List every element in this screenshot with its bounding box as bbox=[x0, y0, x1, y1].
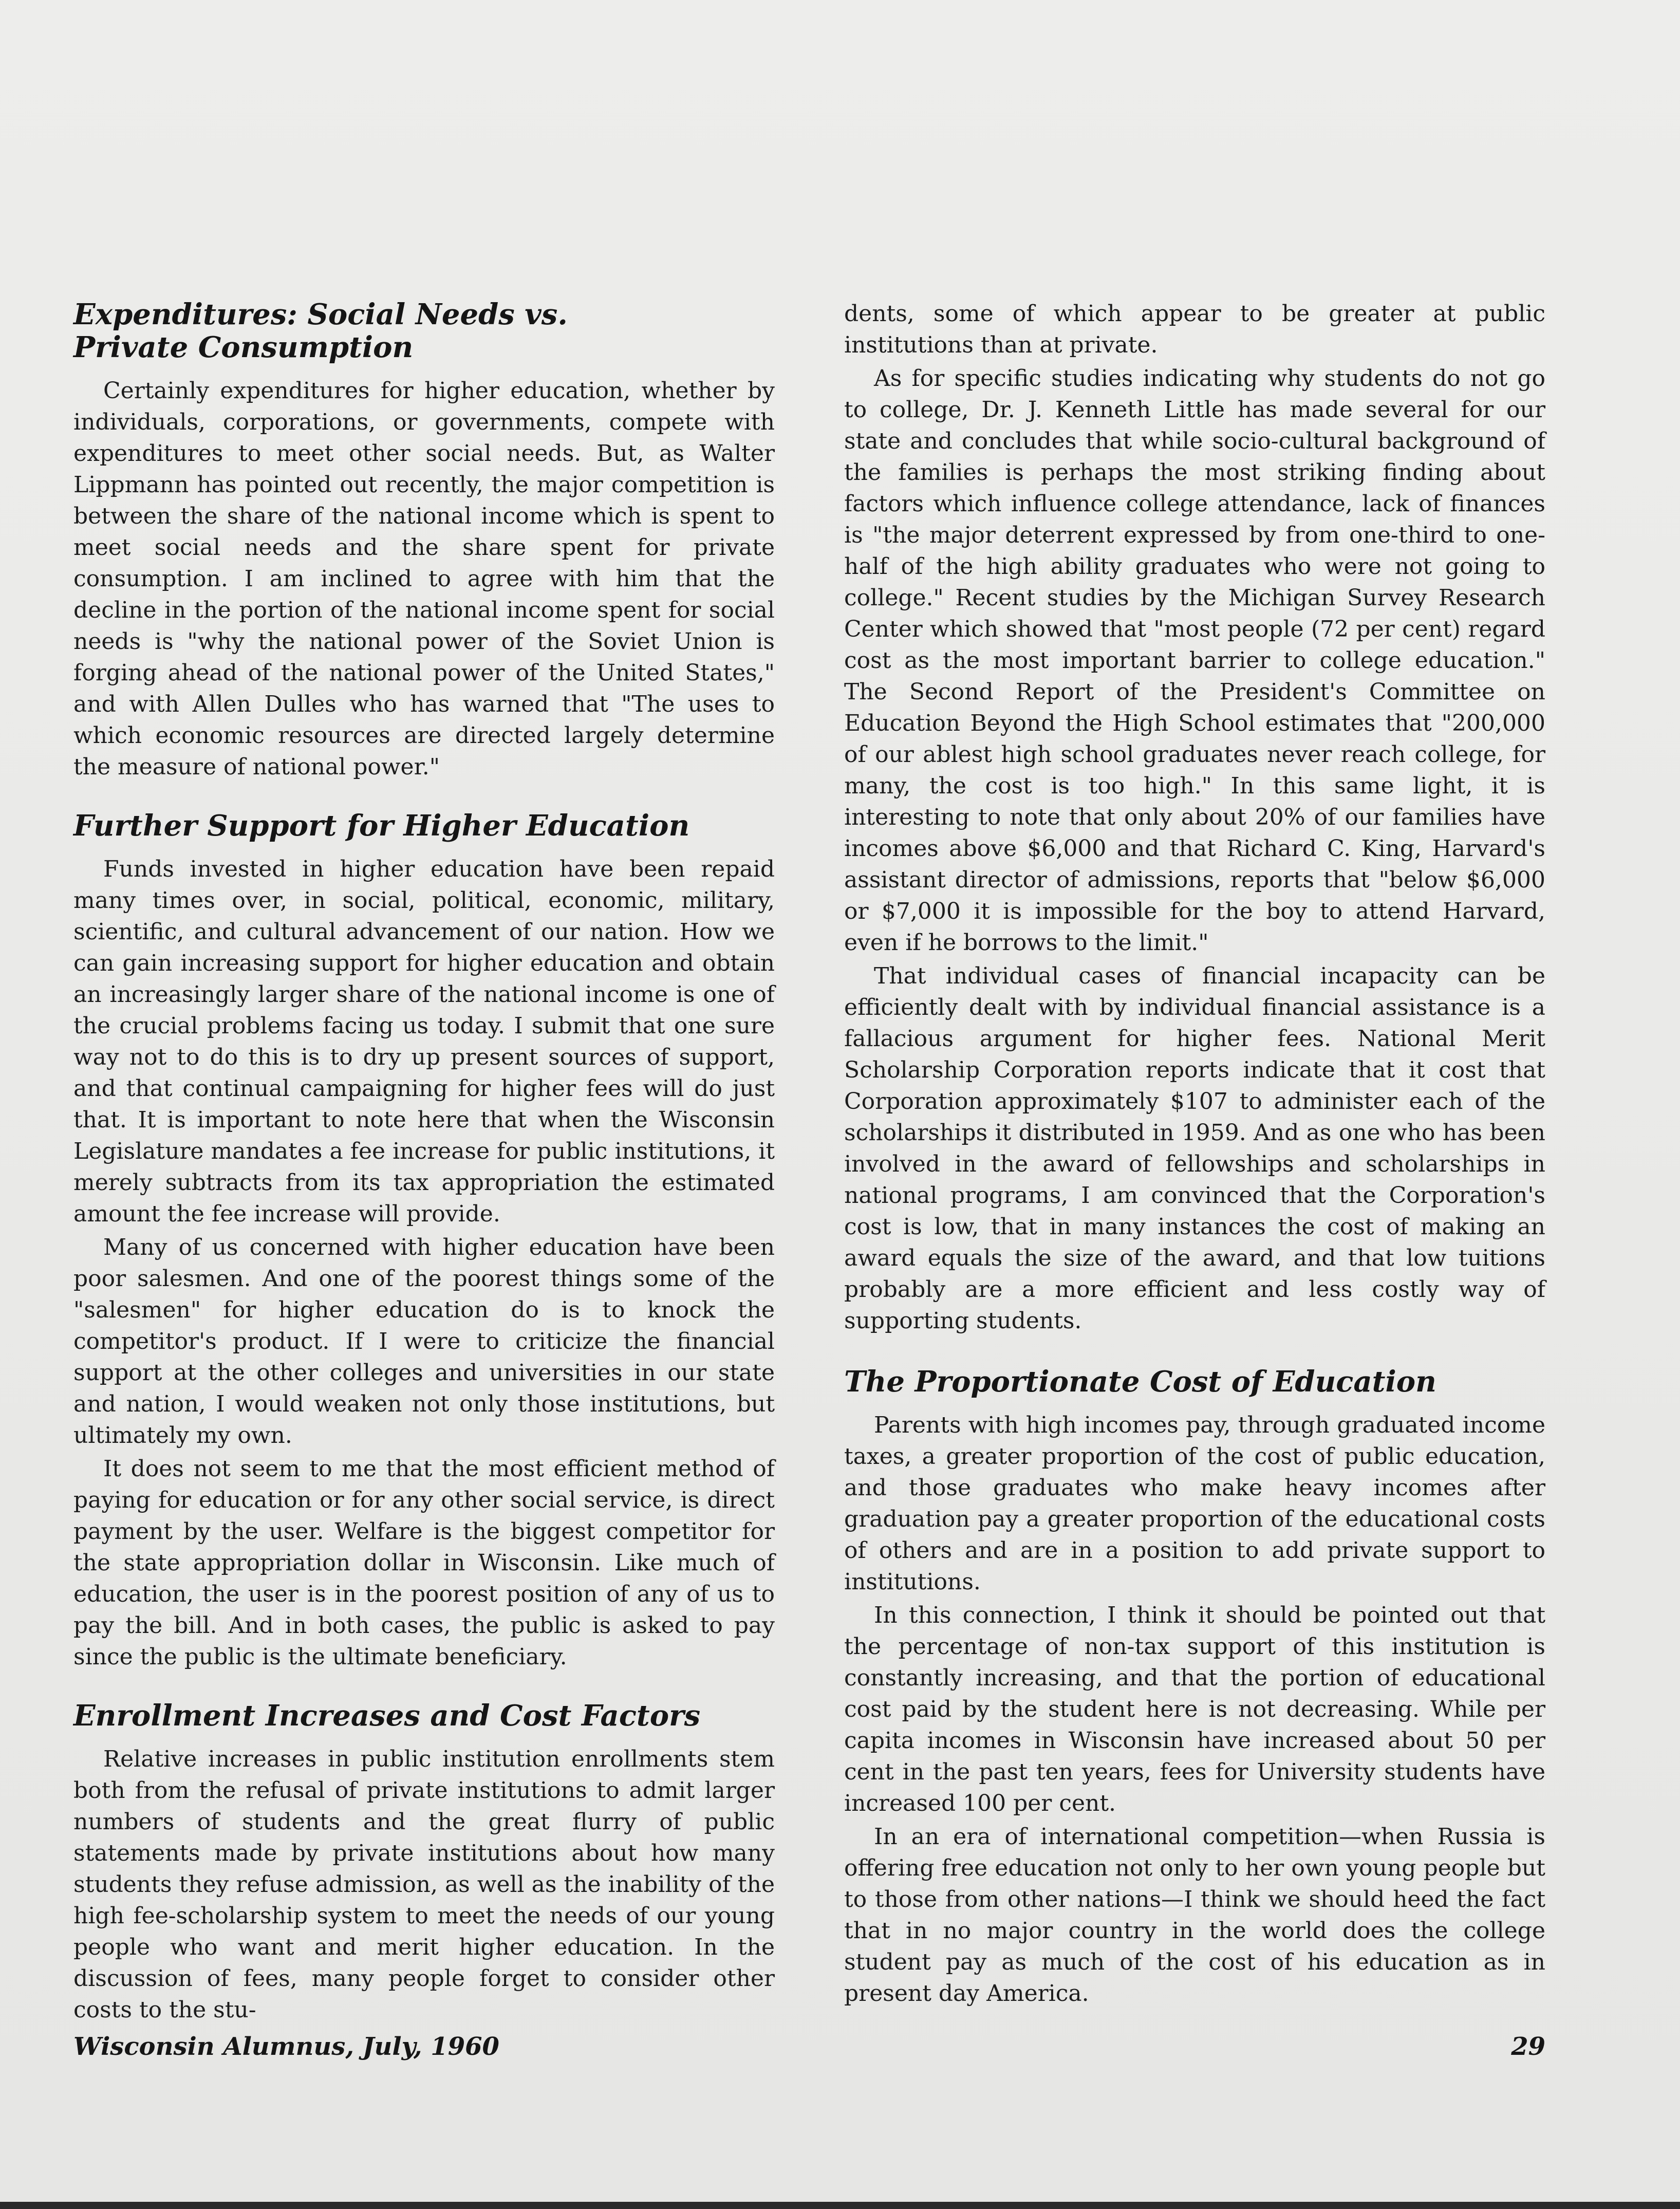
left-column bbox=[73, 298, 775, 2028]
paragraph: That individual cases of financial incapacity can be efficiently dealt with by individual financial assistance is a fallacious argument for higher fees. National Merit Scholarship Corporation reports indicate that it cost that Corporation approximately $107 to administer each of the scholarships it distributed in 1959. And as one who has been involved in the award of fellowships and scholarships in national programs, I am convinced that the Corporation's cost is low, that in many instances the cost of making an award equals the size of the award, and that low tuitions probably are a more efficient and less costly way of supporting students. bbox=[844, 963, 1545, 1334]
page-bottom-edge bbox=[0, 2202, 1680, 2209]
section-heading-proportionate-cost: The Proportionate Cost of Education bbox=[844, 1365, 1436, 1399]
heading-line-2: Private Consumption bbox=[73, 330, 414, 364]
section-heading-further-support: Further Support for Higher Education bbox=[73, 809, 690, 843]
paragraph: It does not seem to me that the most efficient method of paying for education or for any other social service, is direct payment by the user. Welfare is the biggest competitor for the state appropriation dollar in Wisconsin. Like much of education, the user is in the poorest position of any of us to pay the bill. And in both cases, the public is asked to pay since the public is the ultimate beneficiary. bbox=[73, 1456, 775, 1670]
page-number: 29 bbox=[1511, 2032, 1545, 2061]
section-heading-enrollment: Enrollment Increases and Cost Factors bbox=[73, 1699, 701, 1733]
paragraph: Many of us concerned with higher education have been poor salesmen. And one of the poorest things some of the "salesmen" for higher education do is to knock the competitor's product. If I were to criticize the financial support at the other colleges and universities in our state and nation, I would weaken not only those institutions, but ultimately my own. bbox=[73, 1234, 775, 1449]
paragraph: In an era of international competition—when Russia is offering free education not only to her own young people but to those from other nations—I think we should heed the fact that in no major country in the world does the college student pay as much of the cost of his education as in present day America. bbox=[844, 1824, 1545, 2007]
paragraph: Funds invested in higher education have been repaid many times over, in social, political, economic, military, scientific, and cultural advancement of our nation. How we can gain increasing support for higher education and obtain an increasingly larger share of the national income is one of the crucial problems facing us today. I submit that one sure way not to do this is to dry up present sources of support, and that continual campaigning for higher fees will do just that. It is important to note here that when the Wisconsin Legislature mandates a fee increase for public institutions, it merely subtracts from its tax appropriation the estimated amount the fee increase will provide. bbox=[73, 856, 775, 1227]
paragraph: Certainly expenditures for higher education, whether by individuals, corporations, or governments, compete with expenditures to meet other social needs. But, as Walter Lippmann has pointed out recently, the major competition is between the share of the national income which is spent to meet social needs and the share spent for private consumption. I am inclined to agree with him that the decline in the portion of the national income spent for social needs is "why the national power of the Soviet Union is forging ahead of the national power of the United States," and with Allen Dulles who has warned that "The uses to which economic resources are directed largely determine the measure of national power." bbox=[73, 378, 775, 780]
footer-publication: Wisconsin Alumnus, July, 1960 bbox=[73, 2032, 499, 2061]
paragraph-continuation: dents, some of which appear to be greater at public institutions than at private. bbox=[844, 301, 1545, 358]
section-heading-expenditures bbox=[73, 298, 775, 364]
paragraph: In this connection, I think it should be pointed out that the percentage of non-tax support of this institution is constantly increasing, and that the portion of educational cost paid by the student here is not decreasing. While per capita incomes in Wisconsin have increased about 50 per cent in the past ten years, fees for University students have increased 100 per cent. bbox=[844, 1602, 1545, 1816]
right-column bbox=[844, 298, 1545, 2011]
paragraph: As for specific studies indicating why students do not go to college, Dr. J. Kenneth Little has made several for our state and concludes that while socio-cultural background of the families is perhaps the most striking finding about factors which influence college attendance, lack of finances is "the major deterrent expressed by from one-third to one-half of the high ability graduates who were not going to college." Recent studies by the Michigan Survey Research Center which showed that "most people (72 per cent) regard cost as the most important barrier to college education." The Second Report of the President's Committee on Education Beyond the High School estimates that "200,000 of our ablest high school graduates never reach college, for many, the cost is too high." In this same light, it is interesting to note that only about 20% of our families have incomes above $6,000 and that Richard C. King, Harvard's assistant director of admissions, reports that "below $6,000 or $7,000 it is impossible for the boy to attend Harvard, even if he borrows to the limit." bbox=[844, 365, 1545, 956]
paragraph: Relative increases in public institution enrollments stem both from the refusal of private institutions to admit larger numbers of students and the great flurry of public statements made by private institutions about how many students they refuse admission, as well as the inability of the high fee-scholarship system to meet the needs of our young people who want and merit higher education. In the discussion of fees, many people forget to consider other costs to the stu- bbox=[73, 1746, 775, 2023]
paragraph: Parents with high incomes pay, through graduated income taxes, a greater proportion of the cost of public education, and those graduates who make heavy incomes after graduation pay a greater proportion of the educational costs of others and are in a position to add private support to institutions. bbox=[844, 1412, 1545, 1595]
heading-line-1: Expenditures: Social Needs vs. bbox=[73, 298, 568, 331]
